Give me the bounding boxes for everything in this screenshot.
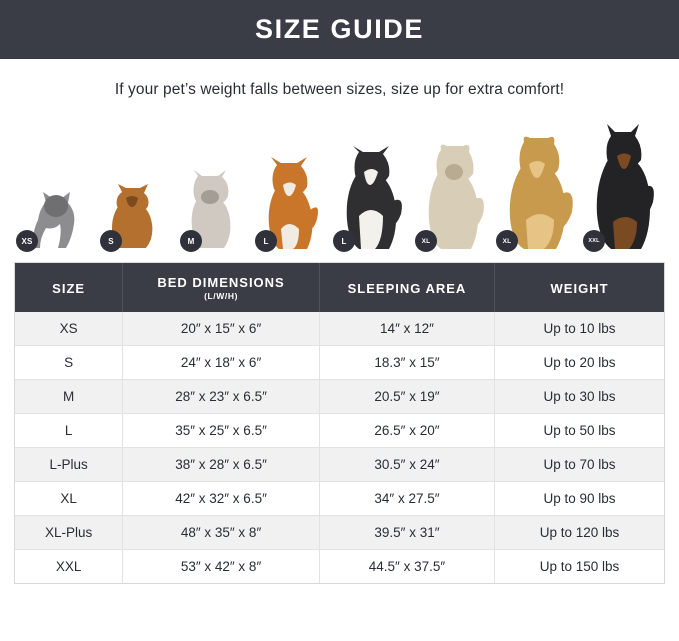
cell-size: XL (15, 482, 123, 516)
column-header-weight-label: WEIGHT (550, 280, 609, 296)
table-head (15, 263, 664, 312)
cell-dimensions: 20″ x 15″ x 6″ (123, 312, 320, 346)
cell-dimensions: 35″ x 25″ x 6.5″ (123, 414, 320, 448)
table-row (15, 414, 664, 448)
cell-sleeping-area: 20.5″ x 19″ (319, 380, 494, 414)
column-header-size-label: SIZE (52, 280, 86, 296)
table-header-row (15, 263, 664, 312)
size-table-container (14, 262, 665, 584)
cell-weight: Up to 50 lbs (495, 414, 664, 448)
cell-weight: Up to 20 lbs (495, 346, 664, 380)
table-body (15, 312, 664, 583)
cell-size: XS (15, 312, 123, 346)
pet-xxl (583, 124, 663, 252)
table-row (15, 482, 664, 516)
badge-m: M (180, 230, 202, 252)
pet-l1 (255, 157, 327, 252)
column-header-dimensions-sub: (L/W/H) (204, 291, 238, 301)
cell-weight: Up to 120 lbs (495, 516, 664, 550)
badge-l1: L (255, 230, 277, 252)
subtitle-text: If your pet’s weight falls between sizes, size up for extra comfort! (114, 81, 565, 98)
cell-dimensions: 53″ x 42″ x 8″ (123, 550, 320, 584)
cell-sleeping-area: 14″ x 12″ (319, 312, 494, 346)
pet-silhouette-row (0, 117, 679, 252)
pet-xl2 (496, 134, 580, 252)
badge-xs: XS (16, 230, 38, 252)
cell-sleeping-area: 18.3″ x 15″ (319, 346, 494, 380)
cell-dimensions: 48″ x 35″ x 8″ (123, 516, 320, 550)
column-header-weight (495, 263, 664, 312)
cell-sleeping-area: 44.5″ x 37.5″ (319, 550, 494, 584)
column-header-dimensions-label: BED DIMENSIONS (157, 275, 285, 290)
table-row (15, 380, 664, 414)
cell-weight: Up to 70 lbs (495, 448, 664, 482)
cell-dimensions: 24″ x 18″ x 6″ (123, 346, 320, 380)
cell-dimensions: 38″ x 28″ x 6.5″ (123, 448, 320, 482)
cell-sleeping-area: 30.5″ x 24″ (319, 448, 494, 482)
cell-dimensions: 42″ x 32″ x 6.5″ (123, 482, 320, 516)
cell-size: S (15, 346, 123, 380)
cell-size: M (15, 380, 123, 414)
pet-m (180, 170, 242, 252)
table-row (15, 448, 664, 482)
pet-s (100, 182, 164, 252)
cell-size: L-Plus (15, 448, 123, 482)
badge-xxl: XXL (583, 230, 605, 252)
badge-xl2: XL (496, 230, 518, 252)
column-header-dimensions (123, 263, 320, 312)
cell-size: XL-Plus (15, 516, 123, 550)
page-title: SIZE GUIDE (254, 14, 425, 44)
pet-l2 (333, 146, 411, 252)
badge-s: S (100, 230, 122, 252)
pet-xl1 (415, 142, 491, 252)
cell-sleeping-area: 34″ x 27.5″ (319, 482, 494, 516)
cell-weight: Up to 90 lbs (495, 482, 664, 516)
size-table (15, 263, 664, 583)
cell-size: XXL (15, 550, 123, 584)
column-header-sleeping-area-label: SLEEPING AREA (347, 280, 467, 296)
table-row (15, 516, 664, 550)
table-row (15, 312, 664, 346)
header-bar (0, 0, 679, 59)
cell-weight: Up to 30 lbs (495, 380, 664, 414)
table-row (15, 346, 664, 380)
cell-sleeping-area: 39.5″ x 31″ (319, 516, 494, 550)
badge-l2: L (333, 230, 355, 252)
pet-xs (16, 190, 88, 252)
cell-sleeping-area: 26.5″ x 20″ (319, 414, 494, 448)
subtitle-container (0, 59, 679, 99)
column-header-size (15, 263, 123, 312)
cell-weight: Up to 10 lbs (495, 312, 664, 346)
badge-xl1: XL (415, 230, 437, 252)
cell-weight: Up to 150 lbs (495, 550, 664, 584)
table-row (15, 550, 664, 584)
cell-dimensions: 28″ x 23″ x 6.5″ (123, 380, 320, 414)
column-header-sleeping-area (319, 263, 494, 312)
cell-size: L (15, 414, 123, 448)
